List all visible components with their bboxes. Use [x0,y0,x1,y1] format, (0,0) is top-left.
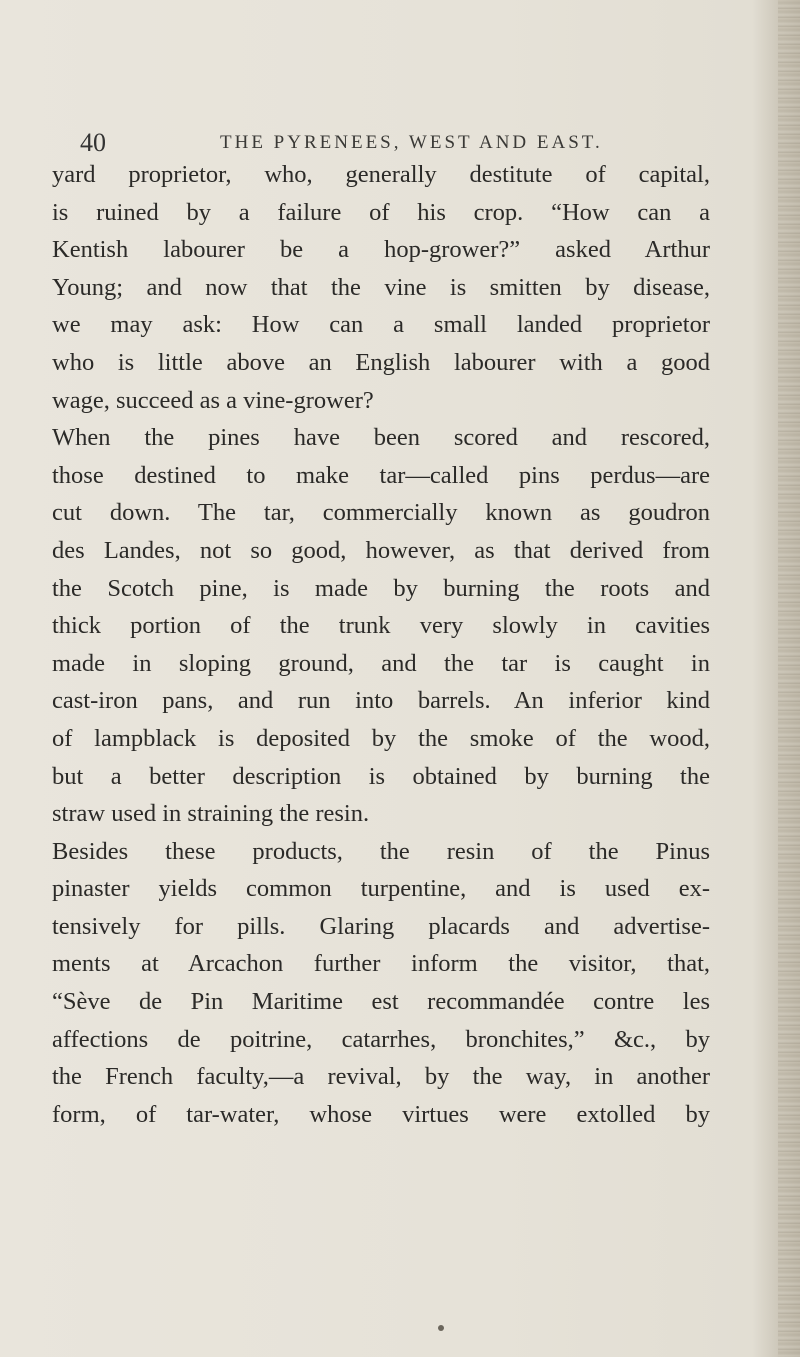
text-line: the French faculty,—a revival, by the way, in another [52,1063,710,1091]
text-line: tensively for pills. Glaring placards and advertise- [52,912,710,940]
text-line: we may ask: How can a small landed proprietor [52,311,710,339]
text-line: who is little above an English labourer with a good [52,348,710,376]
body-text [52,156,710,1133]
page-edge-shadow [778,0,800,1357]
running-head: THE PYRENEES, WEST AND EAST. [220,132,603,153]
text-line: ments at Arcachon further inform the visitor, that, [52,950,710,978]
text-line: Kentish labourer be a hop-grower?” asked Arthur [52,236,710,264]
text-line: affections de poitrine, catarrhes, bronchites,” &c., by [52,1025,710,1053]
text-line: des Landes, not so good, however, as that derived from [52,536,710,564]
text-line: When the pines have been scored and rescored, [52,424,710,452]
text-line: Young; and now that the vine is smitten by disease, [52,273,710,301]
text-line: is ruined by a failure of his crop. “How can a [52,198,710,226]
text-line: of lampblack is deposited by the smoke of the wood, [52,724,710,752]
text-line: Besides these products, the resin of the Pinus [52,837,710,865]
text-line: cast-iron pans, and run into barrels. An inferior kind [52,687,710,715]
text-line: straw used in straining the resin. [52,800,370,828]
text-line: wage, succeed as a vine-grower? [52,386,374,414]
text-line: made in sloping ground, and the tar is caught in [52,649,710,677]
text-line: thick portion of the trunk very slowly in cavities [52,612,710,640]
text-line: yard proprietor, who, generally destitute of capital, [52,161,710,188]
text-line: but a better description is obtained by burning the [52,762,710,790]
text-line: “Sève de Pin Maritime est recommandée contre les [52,988,710,1016]
text-line: form, of tar-water, whose virtues were extolled by [52,1100,710,1128]
page-number: 40 [80,128,106,157]
text-line: those destined to make tar—called pins perdus—are [52,461,710,489]
text-line: cut down. The tar, commercially known as goudron [52,499,710,527]
text-line: the Scotch pine, is made by burning the roots and [52,574,710,602]
text-line: pinaster yields common turpentine, and is used ex- [52,875,710,903]
ink-speck [438,1325,444,1331]
